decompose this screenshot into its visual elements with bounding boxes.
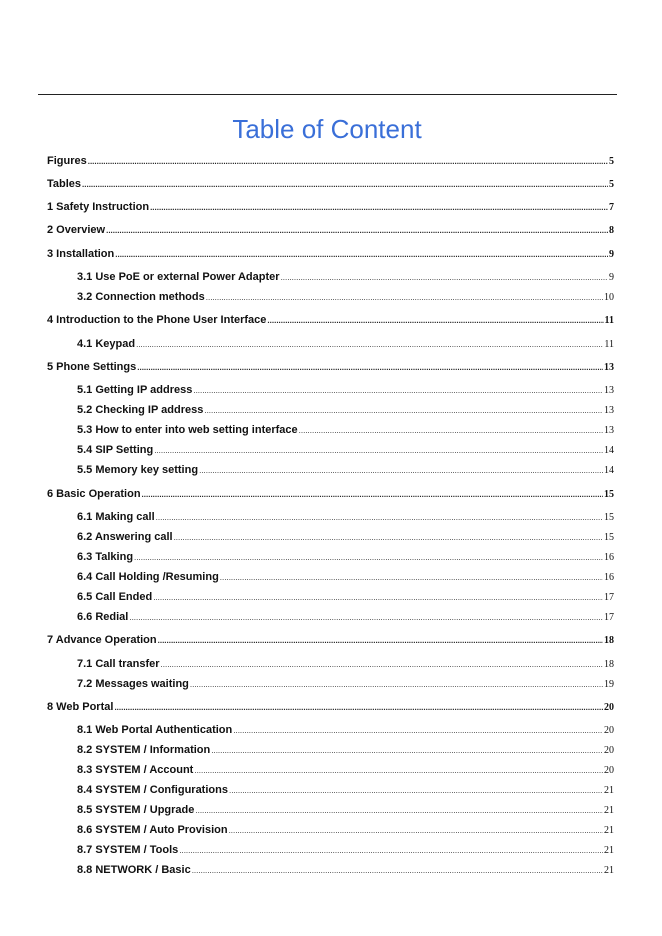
dot-leader — [88, 155, 608, 169]
toc-entry[interactable] — [77, 783, 614, 797]
toc-entry-page-number: 21 — [604, 825, 614, 836]
toc-entry-label: Tables — [47, 178, 82, 190]
dot-leader — [156, 511, 603, 525]
toc-entry-label: 5.5 Memory key setting — [77, 464, 199, 476]
toc-entry[interactable] — [77, 863, 614, 877]
toc-entry[interactable] — [77, 763, 614, 777]
toc-entry-label: 8.3 SYSTEM / Account — [77, 764, 194, 776]
toc-entry-page-number: 19 — [604, 679, 614, 690]
toc-entry-page-number: 16 — [604, 552, 614, 563]
toc-entry[interactable] — [77, 657, 614, 671]
toc-entry-label: 5.2 Checking IP address — [77, 404, 204, 416]
toc-entry-label: 4 Introduction to the Phone User Interface — [47, 314, 267, 326]
toc-entry[interactable] — [47, 700, 614, 714]
toc-entry-label: 5.1 Getting IP address — [77, 384, 193, 396]
toc-entry-label: 6.3 Talking — [77, 551, 134, 563]
dot-leader — [106, 224, 608, 238]
toc-entry-label: 4.1 Keypad — [77, 338, 136, 350]
dot-leader — [192, 864, 603, 878]
toc-entry[interactable] — [77, 723, 614, 737]
dot-leader — [137, 361, 603, 375]
toc-entry-label: 1 Safety Instruction — [47, 201, 150, 213]
toc-entry-label: 6.1 Making call — [77, 511, 155, 523]
toc-entry-label: 2 Overview — [47, 224, 106, 236]
toc-entry[interactable] — [77, 803, 614, 817]
toc-entry-label: 8.1 Web Portal Authentication — [77, 724, 233, 736]
toc-entry-page-number: 9 — [609, 249, 614, 260]
toc-entry-page-number: 15 — [604, 489, 614, 500]
toc-entry[interactable] — [47, 200, 614, 214]
toc-entry-label: 8.6 SYSTEM / Auto Provision — [77, 824, 228, 836]
dot-leader — [158, 634, 603, 648]
toc-entry-page-number: 11 — [604, 315, 614, 326]
toc-entry-label: 5 Phone Settings — [47, 361, 137, 373]
dot-leader — [114, 701, 603, 715]
dot-leader — [211, 744, 603, 758]
dot-leader — [129, 611, 603, 625]
toc-entry-page-number: 20 — [604, 765, 614, 776]
toc-entry[interactable] — [77, 590, 614, 604]
toc-entry-page-number: 20 — [604, 725, 614, 736]
toc-entry-page-number: 13 — [604, 425, 614, 436]
toc-entry[interactable] — [47, 223, 614, 237]
toc-entry[interactable] — [47, 177, 614, 191]
toc-entry-page-number: 10 — [604, 292, 614, 303]
toc-entry-label: 3.1 Use PoE or external Power Adapter — [77, 271, 280, 283]
dot-leader — [82, 178, 608, 192]
toc-entry-page-number: 5 — [609, 179, 614, 190]
dot-leader — [194, 764, 603, 778]
toc-entry[interactable] — [77, 530, 614, 544]
toc-entry-label: 8.5 SYSTEM / Upgrade — [77, 804, 195, 816]
toc-entry-page-number: 17 — [604, 612, 614, 623]
toc-entry-page-number: 13 — [604, 385, 614, 396]
toc-entry-page-number: 13 — [604, 405, 614, 416]
toc-entry-page-number: 18 — [604, 635, 614, 646]
toc-entry-label: 7.1 Call transfer — [77, 658, 160, 670]
toc-entry-page-number: 9 — [609, 272, 614, 283]
toc-entry-label: 8.2 SYSTEM / Information — [77, 744, 211, 756]
toc-entry[interactable] — [77, 403, 614, 417]
toc-entry[interactable] — [47, 154, 614, 168]
toc-entry-page-number: 13 — [604, 362, 614, 373]
page-title: Table of Content — [232, 114, 422, 144]
toc-entry[interactable] — [77, 510, 614, 524]
toc-entry[interactable] — [77, 383, 614, 397]
toc-entry-page-number: 15 — [604, 512, 614, 523]
toc-entry-page-number: 20 — [604, 745, 614, 756]
toc-entry[interactable] — [47, 247, 614, 261]
toc-entry-label: 8.7 SYSTEM / Tools — [77, 844, 179, 856]
toc-entry[interactable] — [77, 337, 614, 351]
dot-leader — [161, 658, 603, 672]
toc-entry-page-number: 21 — [604, 785, 614, 796]
toc-entry-label: 8 Web Portal — [47, 701, 114, 713]
toc-entry-page-number: 11 — [604, 339, 614, 350]
toc-entry[interactable] — [77, 270, 614, 284]
dot-leader — [179, 844, 603, 858]
dot-leader — [199, 464, 603, 478]
toc-entry-page-number: 18 — [604, 659, 614, 670]
dot-leader — [193, 384, 603, 398]
dot-leader — [153, 591, 603, 605]
toc-entry-page-number: 20 — [604, 702, 614, 713]
dot-leader — [150, 201, 608, 215]
toc-entry[interactable] — [47, 313, 614, 327]
toc-entry-label: 7 Advance Operation — [47, 634, 157, 646]
toc-entry[interactable] — [77, 843, 614, 857]
toc-entry[interactable] — [77, 290, 614, 304]
toc-entry[interactable] — [77, 570, 614, 584]
toc-entry-page-number: 7 — [609, 202, 614, 213]
toc-entry-page-number: 21 — [604, 865, 614, 876]
toc-entry-page-number: 8 — [609, 225, 614, 236]
toc-entry-label: Figures — [47, 155, 87, 167]
toc-entry[interactable] — [77, 463, 614, 477]
toc-entry-label: 3 Installation — [47, 248, 115, 260]
dot-leader — [190, 678, 603, 692]
toc-entry-label: 6.2 Answering call — [77, 531, 173, 543]
toc-entry[interactable] — [77, 610, 614, 624]
toc-entry-label: 8.8 NETWORK / Basic — [77, 864, 191, 876]
dot-leader — [229, 784, 603, 798]
toc-entry-label: 6.6 Redial — [77, 611, 129, 623]
toc-entry-label: 5.4 SIP Setting — [77, 444, 154, 456]
toc-entry[interactable] — [77, 443, 614, 457]
dot-leader — [204, 404, 603, 418]
dot-leader — [136, 338, 603, 352]
toc-entry-label: 3.2 Connection methods — [77, 291, 205, 303]
toc-entry[interactable] — [47, 360, 614, 374]
dot-leader — [134, 551, 603, 565]
toc-entry-label: 6 Basic Operation — [47, 488, 141, 500]
dot-leader — [229, 824, 603, 838]
toc-entry-page-number: 16 — [604, 572, 614, 583]
toc-entry-label: 7.2 Messages waiting — [77, 678, 189, 690]
toc-entry-page-number: 21 — [604, 805, 614, 816]
dot-leader — [195, 804, 603, 818]
toc-entry-page-number: 14 — [604, 445, 614, 456]
toc-entry[interactable] — [77, 550, 614, 564]
dot-leader — [281, 271, 608, 285]
toc-entry[interactable] — [47, 633, 614, 647]
toc-entry-page-number: 17 — [604, 592, 614, 603]
toc-entry-label: 8.4 SYSTEM / Configurations — [77, 784, 228, 796]
toc-entry-label: 5.3 How to enter into web setting interface — [77, 424, 298, 436]
toc-entry-page-number: 5 — [609, 156, 614, 167]
toc-entry[interactable] — [47, 487, 614, 501]
dot-leader — [220, 571, 603, 585]
toc-entry[interactable] — [77, 677, 614, 691]
toc-entry-label: 6.5 Call Ended — [77, 591, 153, 603]
dot-leader — [115, 248, 608, 262]
toc-entry-page-number: 21 — [604, 845, 614, 856]
dot-leader — [142, 488, 603, 502]
dot-leader — [174, 531, 603, 545]
dot-leader — [299, 424, 603, 438]
toc-entry-page-number: 14 — [604, 465, 614, 476]
toc-entry-page-number: 15 — [604, 532, 614, 543]
dot-leader — [154, 444, 603, 458]
toc-entry[interactable] — [77, 423, 614, 437]
toc-entry[interactable] — [77, 743, 614, 757]
toc-entry-label: 6.4 Call Holding /Resuming — [77, 571, 219, 583]
dot-leader — [233, 724, 603, 738]
dot-leader — [206, 291, 603, 305]
toc-entry[interactable] — [77, 823, 614, 837]
dot-leader — [267, 314, 603, 328]
